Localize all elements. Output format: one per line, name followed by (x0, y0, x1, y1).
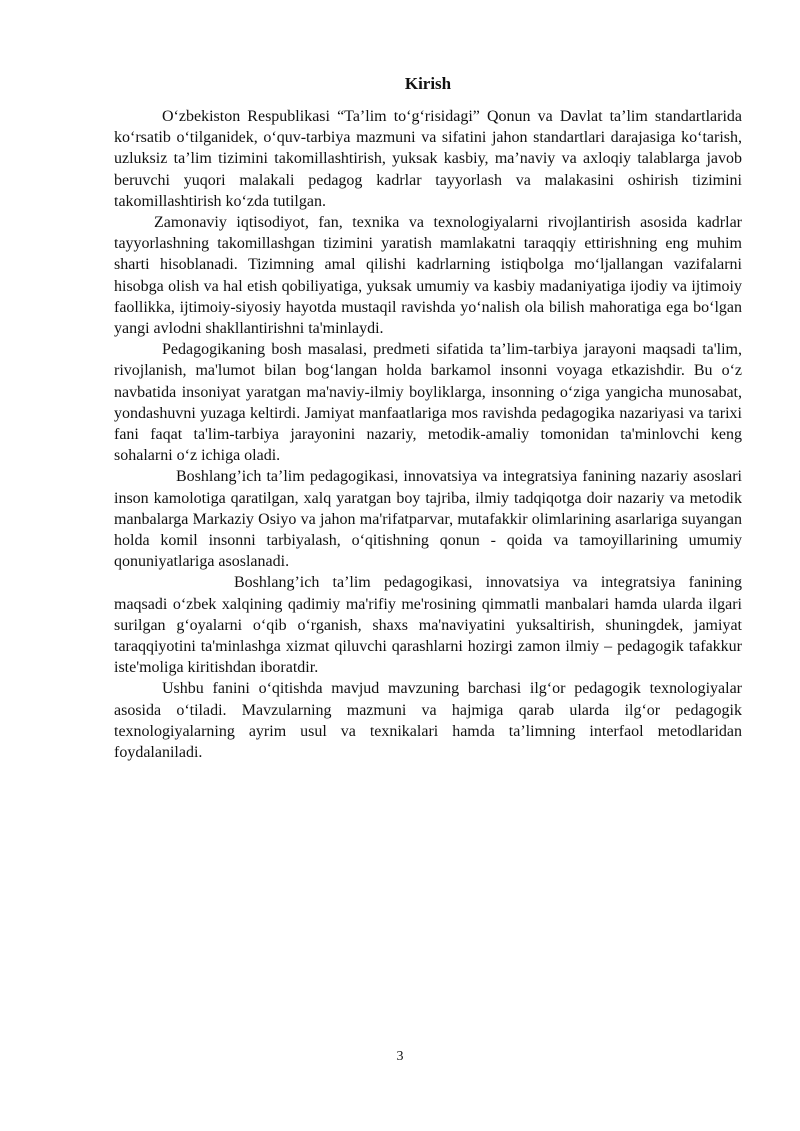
paragraph-5: Boshlang’ich ta’lim pedagogikasi, innovatsiya va integratsiya fanining maqsadi o‘zbek xalqining qadimiy ma'rifiy me'rosining qimmatli manbalari hamda ularda ilgari surilgan g‘oyalarni o‘qib o‘rganish, shaxs ma'naviyatini yuksaltirish, shuningdek, jamiyat taraqqiyotini ta'minlashga xizmat qiluvchi qarashlarni hozirgi zamon ilmiy – pedagogik tafakkur iste'moliga kiritishdan iboratdir. (114, 574, 742, 677)
page-number: 3 (396, 1049, 404, 1064)
paragraph-1: O‘zbekiston Respublikasi “Ta’lim to‘g‘risidagi” Qonun va Davlat ta’lim standartlarida ko‘rsatib o‘tilganidek, o‘quv-tarbiya mazmuni va sifatini jahon standartlari darajasiga ko‘tarish, uzluksiz ta’lim tizimini takomillashtirish, yuksak kasbiy, ma’naviy va axloqiy talablarga javob beruvchi yuqori malakali pedagog kadrlar tayyorlash va malakasini oshirish tizimini takomillashtirish ko‘zda tutilgan. (114, 108, 742, 210)
paragraph-6: Ushbu fanini o‘qitishda mavjud mavzuning barchasi ilg‘or pedagogik texnologiyalar asosida o‘tiladi. Mavzularning mazmuni va hajmiga qarab ularda ilg‘or pedagogik texnologiyalarning ayrim usul va texnikalari hamda ta’limning interfaol metodlaridan foydalaniladi. (114, 680, 742, 762)
paragraph-2: Zamonaviy iqtisodiyot, fan, texnika va texnologiyalarni rivojlantirish asosida kadrlar tayyorlashning takomillashgan tizimini yaratish mamlakatni taraqqiy ettirishning eng muhim sharti hisoblanadi. Tizimning amal qilishi kadrlarning istiqbolga mo‘ljallangan vazifalarni hisobga olish va hal etish qobiliyatiga, yuksak umumiy va kasbiy madaniyatiga ijodiy va ijtimoiy faollikka, ijtimoiy-siyosiy hayotda mustaqil ravishda yo‘nalish ola bilish mahoratiga ega bo‘lgan yangi avlodni shakllantirishni ta'minlaydi. (114, 214, 742, 338)
paragraph-3: Pedagogikaning bosh masalasi, predmeti sifatida ta’lim-tarbiya jarayoni maqsadi ta'lim, rivojlanish, ma'lumot bilan bog‘langan holda barkamol insonni voyaga etkazishdir. Bu o‘z navbatida insoniyat yaratgan ma'naviy-ilmiy boyliklarga, insonning o‘ziga yangicha munosabat, yondashuvni yuzaga keltirdi. Jamiyat manfaatlariga mos ravishda pedagogika nazariyasi va tarixi fani faqat ta'lim-tarbiya jarayonini nazariy, metodik-amaliy tomonidan ta'minlovchi keng sohalarni o‘z ichiga oladi. (114, 341, 742, 465)
paragraph-4: Boshlang’ich ta’lim pedagogikasi, innovatsiya va integratsiya fanining nazariy asoslari inson kamolotiga qaratilgan, xalq yaratgan boy tajriba, ilmiy tadqiqotga doir nazariy va metodik manbalarga Markaziy Osiyo va jahon ma'rifatparvar, mutafakkir olimlarining asarlariga suyangan holda komil insonni tarbiyalash, o‘qitishning qonun - qoida va tamoyillarining umumiy qonuniyatlariga asoslanadi. (114, 468, 742, 571)
page-title: Kirish (404, 74, 452, 93)
page-body (114, 74, 742, 763)
